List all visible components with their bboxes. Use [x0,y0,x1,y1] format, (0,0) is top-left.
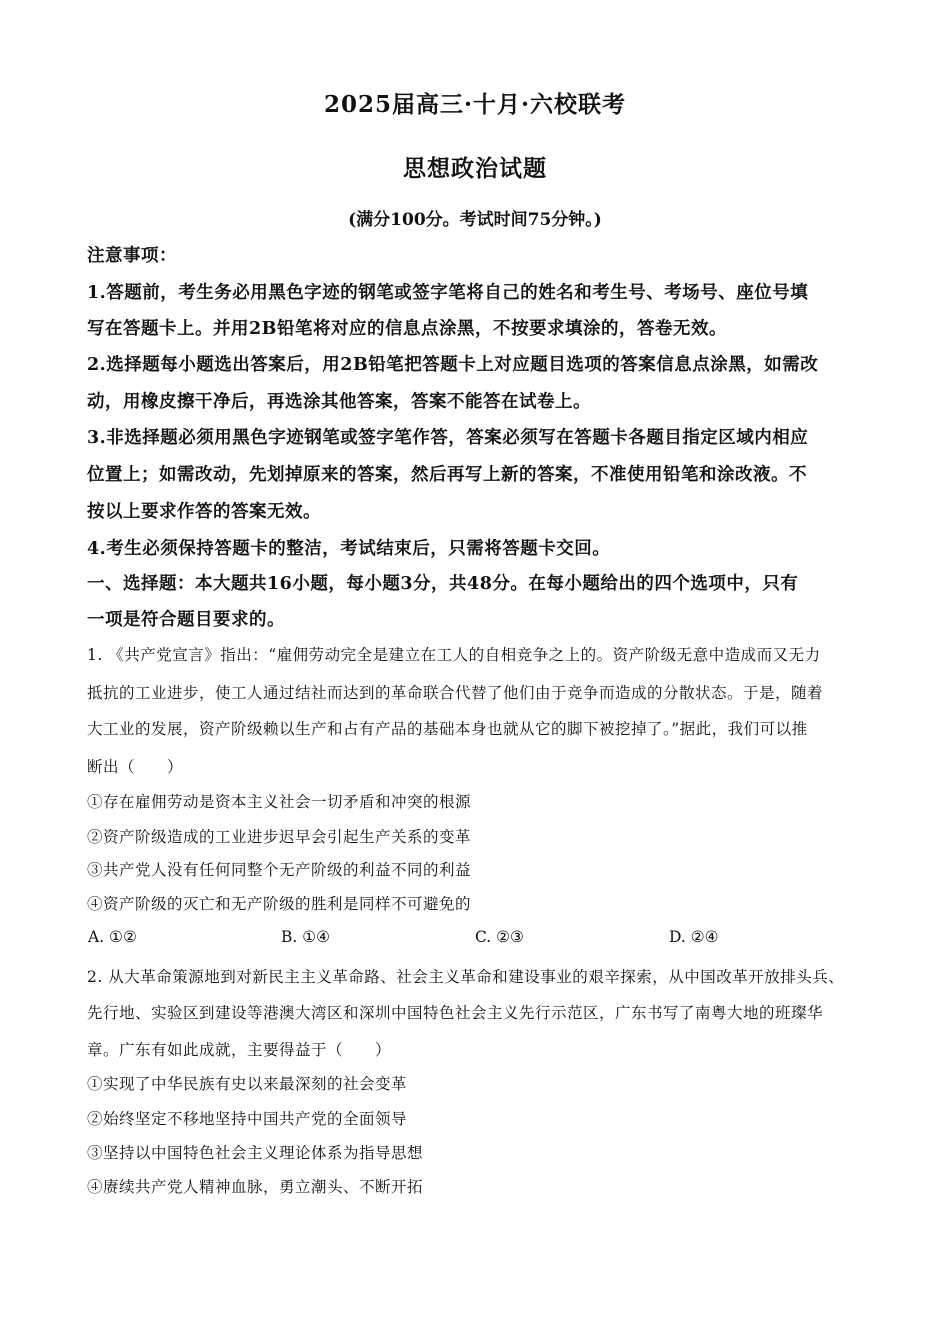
notice-line: 3.非选择题必须用黑色字迹钢笔或签字笔作答，答案必须写在答题卡各题目指定区域内相应 [87,428,809,448]
section-heading: 一、选择题：本大题共16小题，每小题3分，共48分。在每小题给出的四个选项中，只有 [87,574,799,594]
question-1-item: ③共产党人没有任何同整个无产阶级的利益不同的利益 [87,861,472,879]
question-1-stem: 大工业的发展，资产阶级赖以生产和占有产品的基础本身也就从它的脚下被挖掉了。”据此，我们可以推 [87,720,808,738]
notice-heading: 注意事项： [87,246,177,266]
notice-line: 按以上要求作答的答案无效。 [87,502,321,522]
notice-line: 动，用橡皮擦干净后，再选涂其他答案，答案不能答在试卷上。 [87,392,591,412]
question-2-item: ③坚持以中国特色社会主义理论体系为指导思想 [87,1144,424,1162]
question-2-item: ④赓续共产党人精神血脉，勇立潮头、不断开拓 [87,1178,424,1196]
question-1-item: ②资产阶级造成的工业进步迟早会引起生产关系的变革 [87,828,472,846]
exam-title: 2025届高三·十月·六校联考 [323,91,627,118]
question-2-item: ①实现了中华民族有史以来最深刻的社会变革 [87,1075,408,1093]
exam-meta: (满分100分。考试时间75分钟。) [348,210,602,230]
question-2-stem: 章。广东有如此成就，主要得益于（ ） [87,1041,392,1059]
question-1-item: ①存在雇佣劳动是资本主义社会一切矛盾和冲突的根源 [87,793,472,811]
question-2-stem: 2. 从大革命策源地到对新民主主义革命路、社会主义革命和建设事业的艰辛探索，从中国改革开放排头兵、 [87,968,845,986]
notice-line: 4.考生必须保持答题卡的整洁，考试结束后，只需将答题卡交回。 [87,539,611,559]
question-2-item: ②始终坚定不移地坚持中国共产党的全面领导 [87,1110,408,1128]
notice-line: 写在答题卡上。并用2B铅笔将对应的信息点涂黑，不按要求填涂的，答卷无效。 [87,319,727,339]
question-1-option-c: C. ②③ [475,928,524,946]
question-1-option-a: A. ①② [88,928,137,946]
section-heading: 一项是符合题目要求的。 [87,610,285,630]
notice-line: 1.答题前，考生务必用黑色字迹的钢笔或签字笔将自己的姓名和考生号、考场号、座位号填 [87,283,809,303]
question-1-stem: 断出（ ） [87,758,184,776]
notice-line: 2.选择题每小题选出答案后，用2B铅笔把答题卡上对应题目选项的答案信息点涂黑，如需改 [87,355,819,375]
notice-line: 位置上；如需改动，先划掉原来的答案，然后再写上新的答案，不准使用铅笔和涂改液。不 [87,465,807,485]
question-1-item: ④资产阶级的灭亡和无产阶级的胜利是同样不可避免的 [87,895,472,913]
question-1-option-d: D. ②④ [669,928,719,946]
question-1-stem: 抵抗的工业进步，使工人通过结社而达到的革命联合代替了他们由于竞争而造成的分散状态。于是，随着 [87,684,824,702]
question-1-option-b: B. ①④ [281,928,331,946]
question-1-stem: 1. 《共产党宣言》指出：“雇佣劳动完全是建立在工人的自相竞争之上的。资产阶级无意中造成而又无力 [87,646,821,664]
exam-subject: 思想政治试题 [403,155,547,182]
question-2-stem: 先行地、实验区到建设等港澳大湾区和深圳中国特色社会主义先行示范区，广东书写了南粤大地的班璨华 [87,1004,824,1022]
